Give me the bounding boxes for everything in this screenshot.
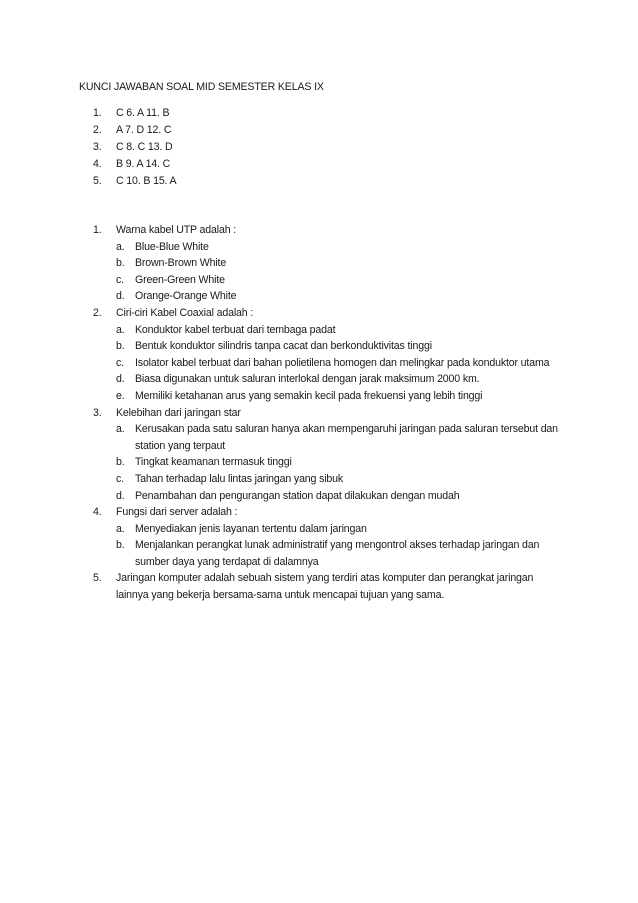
answer-item-letter: b. — [116, 456, 125, 469]
answer-item — [79, 388, 559, 405]
answer-item-letter: a. — [116, 323, 125, 336]
answer-item-letter: d. — [116, 373, 125, 386]
answer-key-text: C 6. A 11. B — [116, 107, 170, 119]
answer-key-number: 5. — [93, 175, 102, 187]
answer-items — [79, 239, 559, 305]
question-number: 5. — [93, 572, 102, 585]
answer-item-text: Penambahan dan pengurangan station dapat dilakukan dengan mudah — [135, 489, 460, 502]
essay-question — [79, 405, 559, 505]
answer-item — [79, 488, 559, 505]
question-text: Fungsi dari server adalah : — [116, 506, 238, 519]
answer-item-letter: b. — [116, 257, 125, 270]
answer-key-number: 4. — [93, 158, 102, 170]
answer-item-letter: b. — [116, 539, 125, 552]
answer-item-text: Bentuk konduktor silindris tanpa cacat dan berkonduktivitas tinggi — [135, 340, 432, 353]
answer-key-number: 3. — [93, 141, 102, 153]
essay-question — [79, 570, 559, 603]
answer-item — [79, 239, 559, 256]
answer-item-letter: a. — [116, 522, 125, 535]
answer-item-letter: d. — [116, 290, 125, 303]
answer-item-letter: a. — [116, 423, 125, 436]
answer-item — [79, 272, 559, 289]
answer-item — [79, 537, 559, 570]
answer-item-text: Orange-Orange White — [135, 290, 237, 303]
answer-item-text: Tingkat keamanan termasuk tinggi — [135, 456, 292, 469]
question-number: 4. — [93, 506, 102, 519]
answer-item — [79, 471, 559, 488]
answer-item — [79, 338, 559, 355]
question-text: Ciri-ciri Kabel Coaxial adalah : — [116, 306, 254, 319]
answer-item-text: Brown-Brown White — [135, 257, 227, 270]
answer-item-text: Tahan terhadap lalu lintas jaringan yang sibuk — [135, 472, 344, 485]
answer-key-text: C 10. B 15. A — [116, 175, 177, 187]
answer-item — [79, 521, 559, 538]
essay-question — [79, 504, 559, 570]
question-number: 3. — [93, 406, 102, 419]
question-text: Warna kabel UTP adalah : — [116, 224, 237, 236]
essay-question — [79, 222, 559, 305]
answer-item — [79, 288, 559, 305]
question-text: Kelebihan dari jaringan star — [116, 406, 241, 419]
question-number: 2. — [93, 306, 102, 319]
question-number: 1. — [93, 224, 102, 236]
question-text: Jaringan komputer adalah sebuah sistem yang terdiri atas komputer dan perangkat jaringan lainnya yang bekerja bersama-sama untuk mencapai tujuan yang sama. — [116, 572, 534, 602]
essay-question — [79, 305, 559, 405]
answer-item-letter: b. — [116, 340, 125, 353]
answer-key-number: 1. — [93, 107, 102, 119]
answer-item — [79, 371, 559, 388]
answer-item — [79, 421, 559, 454]
answer-items — [79, 521, 559, 571]
answer-item-text: Kerusakan pada satu saluran hanya akan mempengaruhi jaringan pada saluran tersebut dan station yang terpaut — [135, 423, 558, 452]
answer-key-text: B 9. A 14. C — [116, 158, 171, 170]
answer-item — [79, 322, 559, 339]
answer-item-text: Green-Green White — [135, 273, 225, 286]
answer-key-text: C 8. C 13. D — [116, 141, 173, 153]
answer-item-letter: a. — [116, 240, 125, 253]
answer-item-text: Biasa digunakan untuk saluran interlokal dengan jarak maksimum 2000 km. — [135, 373, 480, 386]
answer-item — [79, 255, 559, 272]
answer-items — [79, 421, 559, 504]
document-title: KUNCI JAWABAN SOAL MID SEMESTER KELAS IX — [79, 81, 324, 93]
answer-item — [79, 355, 559, 372]
answer-item-text: Menyediakan jenis layanan tertentu dalam jaringan — [135, 522, 367, 535]
answer-item — [79, 454, 559, 471]
answer-key-number: 2. — [93, 124, 102, 136]
answer-item-letter: c. — [116, 472, 124, 485]
answer-key-text: A 7. D 12. C — [116, 124, 172, 136]
answer-item-text: Menjalankan perangkat lunak administratif yang mengontrol akses terhadap jaringan dan sumber daya yang terdapat di dalamnya — [135, 539, 540, 568]
essay-answer-list — [79, 222, 559, 604]
answer-item-letter: d. — [116, 489, 125, 502]
answer-item-letter: c. — [116, 356, 124, 369]
answer-items — [79, 322, 559, 405]
answer-item-text: Konduktor kabel terbuat dari tembaga padat — [135, 323, 336, 336]
answer-item-text: Memiliki ketahanan arus yang semakin kecil pada frekuensi yang lebih tinggi — [135, 389, 483, 402]
answer-item-text: Blue-Blue White — [135, 240, 209, 253]
answer-item-letter: e. — [116, 389, 125, 402]
answer-item-letter: c. — [116, 273, 124, 286]
answer-item-text: Isolator kabel terbuat dari bahan polietilena homogen dan melingkar pada konduktor utama — [135, 356, 550, 369]
